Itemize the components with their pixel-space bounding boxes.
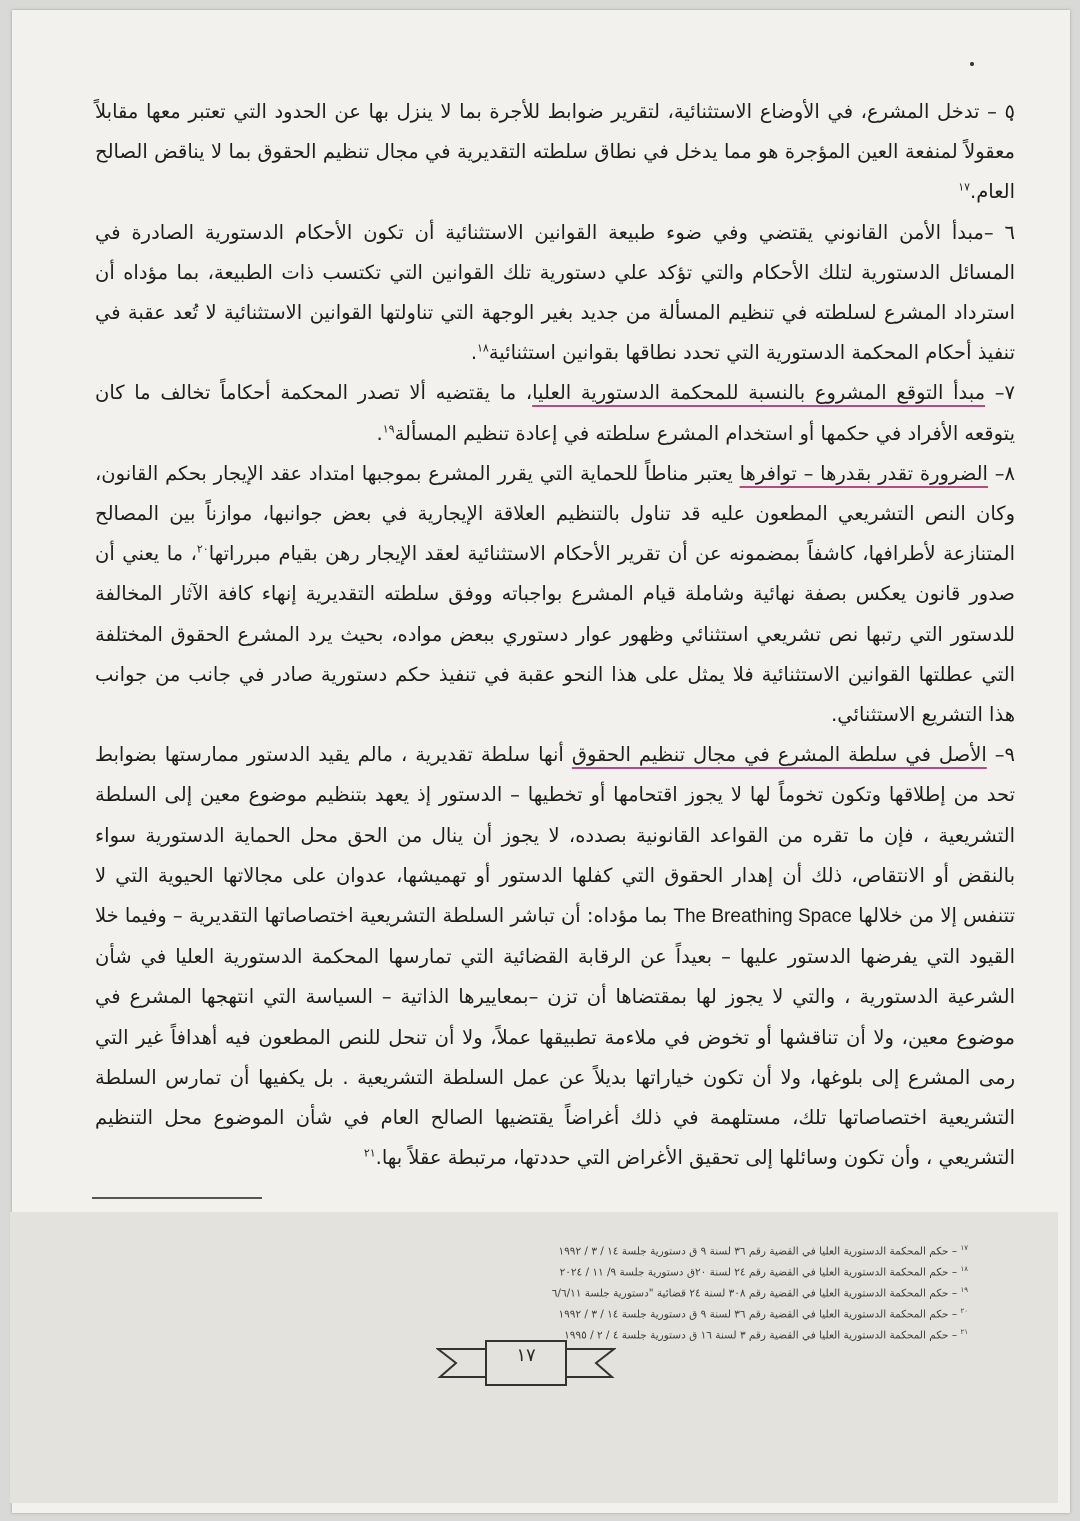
footnote-text: – حكم المحكمة الدستورية العليا في القضية رقم ٣٠٨ لسنة ٢٤ قضائية "دستورية جلسة ٦/٦/١١ — [551, 1287, 961, 1300]
paragraph — [95, 92, 1015, 213]
paragraph-text: ، ما يقتضيه ألا تصدر المحكمة أحكاماً تخالف ما كان يتوقعه الأفراد في حكمها أو استخدام المشرع سلطته في إعادة تنظيم المسألة — [95, 381, 1015, 445]
page-number: ١٧ — [516, 1345, 536, 1366]
footnote-ref: ١٩ — [382, 422, 395, 436]
footnote-item — [408, 1240, 968, 1261]
underlined-phrase: مبدأ التوقع المشروع بالنسبة للمحكمة الدستورية العليا — [532, 381, 986, 405]
paragraph — [95, 735, 1015, 1178]
paragraph-text: أنها سلطة تقديرية ، مالم يقيد الدستور ممارستها بضوابط تحد من إطلاقها وتكون تخوماً لها لا يجوز اقتحامها أو تخطيها – الدستور إذ يعهد بتنظيم موضوع معين إلى السلطة التشريعية ، فإن ما تقره من القواعد القانونية بصدده، لا يجوز أن ينال من الحق محل الحماية الدستورية سواء بالنقض أو الانتقاص، ذلك أن إهدار الحقوق التي كفلها الدستور أو تهميشها، عدوان على مجالاتها الحيوية التي لا تتنفس إلا من خلالها — [95, 743, 1015, 928]
footnote-ref: ١٧ — [958, 180, 971, 194]
footnote-item — [408, 1303, 968, 1324]
paragraph — [95, 373, 1015, 453]
footnote-text: – حكم المحكمة الدستورية العليا في القضية رقم ٣٦ لسنة ٩ ق دستورية جلسة ١٤ / ٣ / ١٩٩٢ — [558, 1245, 961, 1258]
paragraph — [95, 213, 1015, 374]
paragraph-text: بما مؤداه: أن تباشر السلطة التشريعية اختصاصاتها التقديرية – وفيما خلا القيود التي يفرضها الدستور عليها – بعيداً عن الرقابة القضائية التي تمارسها المحكمة الدستورية العليا في شأن الشرعية الدستورية ، والتي لا يجوز لها بمقتضاها أن تزن –بمعاييرها الذاتية – السياسة التي انتهجها المشرع في موضوع معين، ولا أن تناقشها أو تخوض في ملاءمة تطبيقها عملاً، ولا أن تنحل للنص المطعون فيه أهدافاً غير التي رمى المشرع إلى بلوغها، ولا أن تكون خياراتها بديلاً عن عمل السلطة التشريعية . بل يكفيها أن تمارس السلطة التشريعية اختصاصاتها تلك، مستلهمة في ذلك أغراضاً يقتضيها الصالح العام في شأن الموضوع محل التنظيم التشريعي ، وأن تكون وسائلها إلى تحقيق الأغراض التي حددتها، مرتبطة عقلاً بها. — [95, 904, 1015, 1170]
english-phrase: The Breathing Space — [673, 906, 852, 928]
footnote-number: ١٧ — [960, 1244, 968, 1252]
paragraph-text: ٨– — [987, 461, 1016, 485]
paragraph-text: . — [376, 421, 383, 445]
footnote-item — [408, 1282, 968, 1303]
footnote-ref: ١٨ — [477, 341, 489, 355]
speck-mark — [970, 62, 974, 66]
paragraph-text: . — [470, 341, 478, 365]
footnote-text: – حكم المحكمة الدستورية العليا في القضية رقم ٣ لسنة ١٦ ق دستورية جلسة ٤ / ٢ / ١٩٩٥ — [564, 1329, 961, 1342]
footnote-number: ١٩ — [960, 1286, 968, 1294]
underlined-phrase: الضرورة تقدر بقدرها – توافرها — [739, 461, 988, 485]
paragraph-text: يعتبر مناطاً للحماية التي يقرر المشرع بموجبها امتداد عقد الإيجار بحكم القانون، وكان النص التشريعي المطعون عليه قد تناول بالتنظيم العلاقة الإيجارية في بعض جوانبها، موازناً بين المصالح المتنازعة لأطرافها، كاشفاً بمضمونه عن أن تقرير الأحكام الاستثنائية لعقد الإيجار رهن بقيام مبرراتها — [95, 461, 1015, 566]
footnote-text: – حكم المحكمة الدستورية العليا في القضية رقم ٣٦ لسنة ٩ ق دستورية جلسة ١٤ / ٣ / ١٩٩٢ — [558, 1308, 961, 1321]
footnote-separator — [92, 1197, 262, 1199]
paragraph-text: ، ما يعني أن صدور قانون يعكس بصفة نهائية وشاملة قيام المشرع بواجباته ووفق سلطته التقديرية إنهاء كافة الآثار المخالفة للدستور التي رتبها نص تشريعي استثنائي وظهور عوار دستوري ببعض مواده، بحيث يرد المشرع الحقوق المختلفة التي عطلتها القوانين الاستثنائية فلا يمثل على هذا النحو عقبة في تنفيذ حكم دستورية صادر في جانب من جوانب هذا التشريع الاستثنائي. — [95, 542, 1015, 727]
paragraph-text: ٦ –مبدأ الأمن القانوني يقتضي وفي ضوء طبيعة القوانين الاستثنائية أن تكون الأحكام الدستورية الصادرة في المسائل الدستورية لتلك الأحكام والتي تؤكد علي دستورية تلك القوانين التي تكتسب ذات الطبيعة، بما مؤداه أن استرداد المشرع لسلطته في تنظيم المسألة من جديد بغير الوجهة التي تناولتها القوانين الاستثنائية لا تُعد عقبة في تنفيذ أحكام المحكمة الدستورية التي تحدد نطاقها بقوانين استثنائية — [95, 220, 1015, 365]
footnote-item — [408, 1261, 968, 1282]
footnote-text: – حكم المحكمة الدستورية العليا في القضية رقم ٢٤ لسنة ٢٠ق دستورية جلسة ٩/ ١١ / ٢٠٢٤ — [559, 1266, 961, 1279]
body-text — [95, 92, 1015, 1178]
paragraph — [95, 454, 1015, 735]
footnote-number: ٢٠ — [960, 1307, 968, 1315]
paragraph-text: ٥ – تدخل المشرع، في الأوضاع الاستثنائية، لتقرير ضوابط للأجرة بما لا ينزل بها عن الحدود التي تعتبر معها مقابلاً معقولاً لمنفعة العين المؤجرة هو مما يدخل في نطاق سلطته التقديرية في مجال تنظيم الحقوق بما لا يناقض الصالح العام. — [95, 100, 1015, 204]
footnote-ref: ٢٠ — [196, 542, 209, 556]
paragraph-text: ٧– — [985, 381, 1015, 405]
underlined-phrase: الأصل في سلطة المشرع في مجال تنظيم الحقوق — [571, 743, 987, 767]
footnote-ref: ٢١ — [363, 1146, 376, 1160]
footnote-number: ٢١ — [960, 1328, 968, 1336]
paragraph-text: ٩– — [986, 743, 1016, 767]
footnote-number: ١٨ — [960, 1265, 968, 1273]
